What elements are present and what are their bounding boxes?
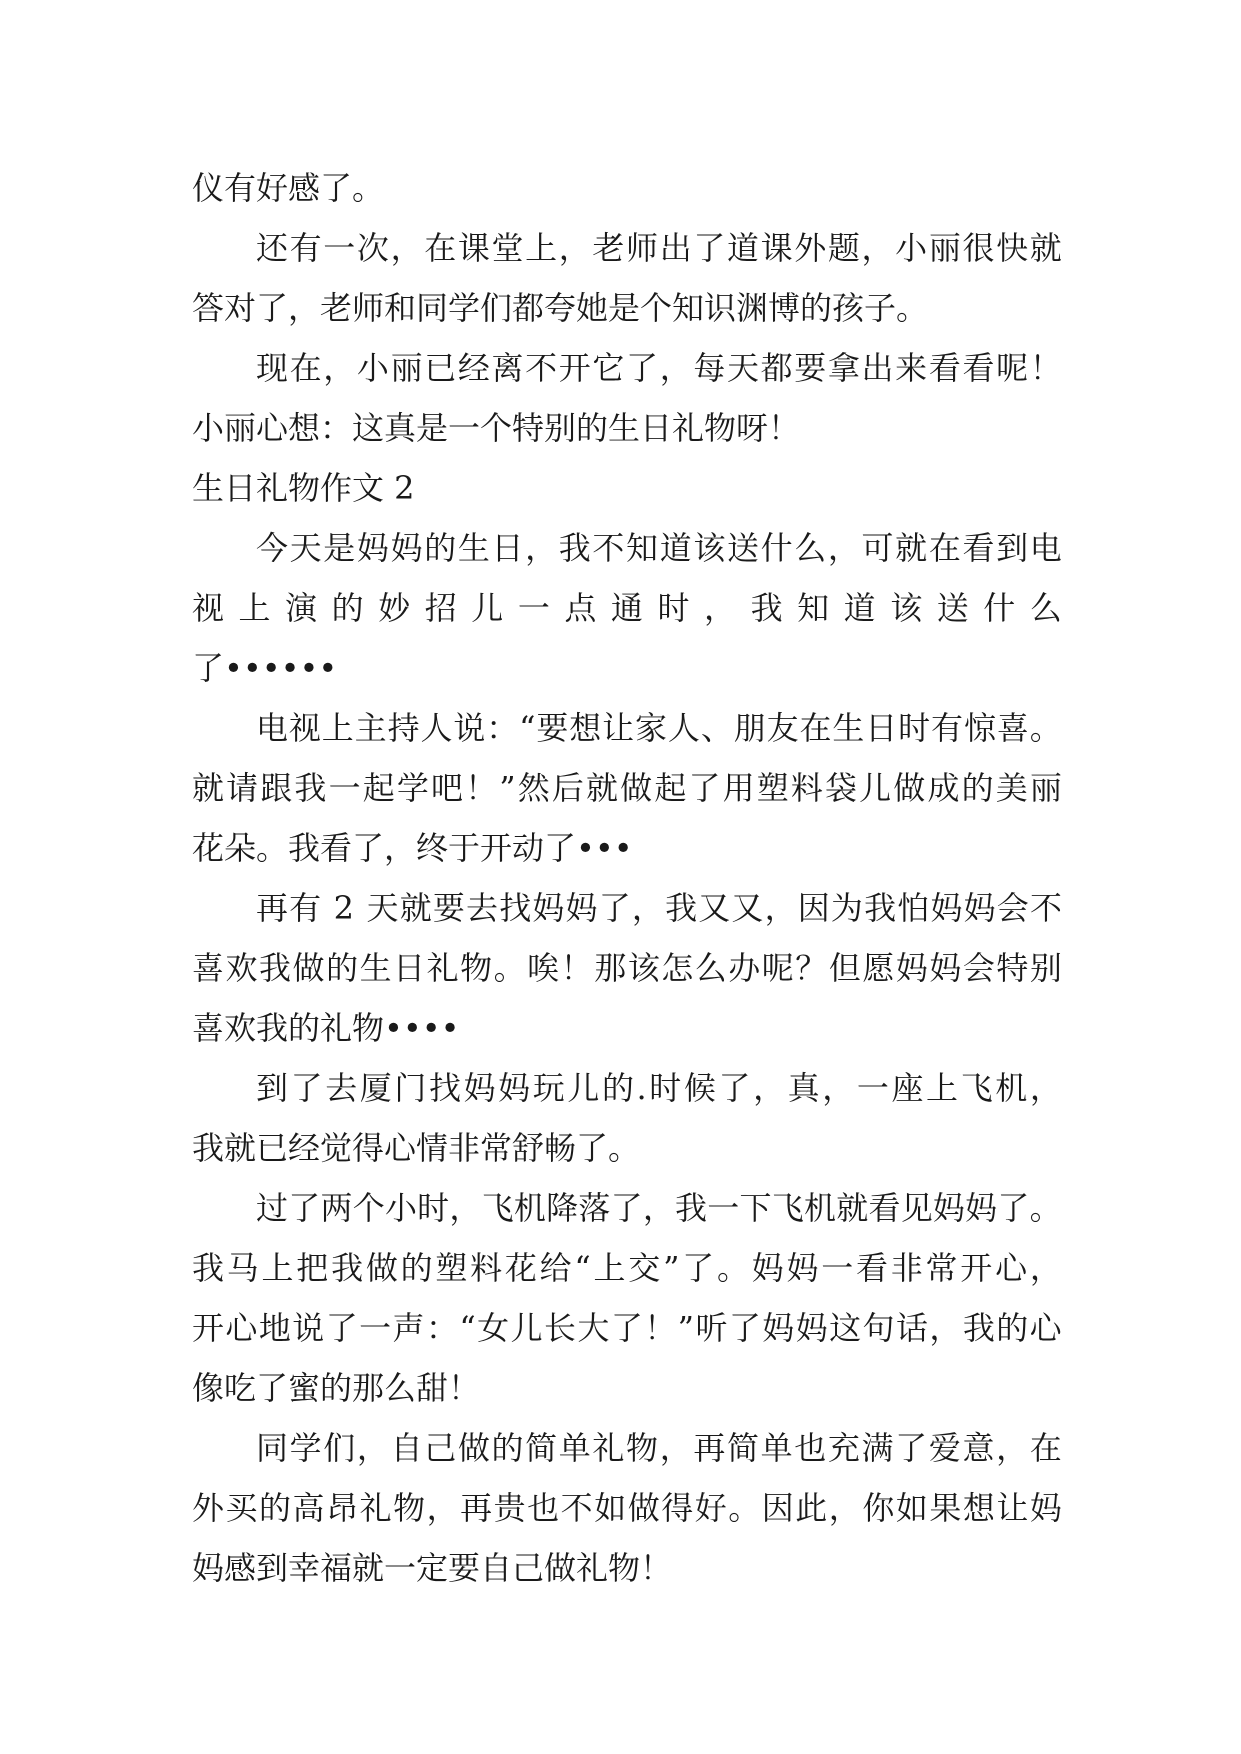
text-line: 就 请 跟 我 一 起 学 吧 ！ ” 然 后 就 做 起 了 用 塑 料 袋 儿 做 成 的 美 丽 bbox=[192, 769, 1062, 807]
text-line: 喜欢我的礼物•••• bbox=[192, 1009, 460, 1047]
paragraph-first-line: 电 视 上 主 持 人 说 ： “ 要 想 让 家 人 、 朋 友 在 生 日 时 有 惊 喜 。 bbox=[256, 709, 1062, 747]
text-line: 了•••••• bbox=[192, 649, 338, 687]
paragraph-first-line: 过 了 两 个 小 时 ， 飞 机 降 落 了 ， 我 一 下 飞 机 就 看 见 妈 妈 了 。 bbox=[256, 1189, 1062, 1227]
document-body bbox=[192, 158, 1062, 1598]
paragraph-first-line: 同 学 们 ， 自 己 做 的 简 单 礼 物 ， 再 简 单 也 充 满 了 爱 意 ， 在 bbox=[256, 1429, 1062, 1467]
text-line: 妈感到幸福就一定要自己做礼物！ bbox=[192, 1549, 673, 1587]
section-heading: 生日礼物作文 2 bbox=[192, 469, 415, 507]
paragraph-first-line: 再 有 2 天 就 要 去 找 妈 妈 了 ， 我 又 又 ， 因 为 我 怕 妈 妈 会 不 bbox=[256, 889, 1062, 927]
paragraph-first-line: 还 有 一 次 ， 在 课 堂 上 ， 老 师 出 了 道 课 外 题 ， 小 丽 很 快 就 bbox=[256, 229, 1062, 267]
text-line: 答对了，老师和同学们都夸她是个知识渊博的孩子。 bbox=[192, 289, 929, 327]
text-line: 开 心 地 说 了 一 声 ： “ 女 儿 长 大 了 ！ ” 听 了 妈 妈 这 句 话 ， 我 的 心 bbox=[192, 1309, 1062, 1347]
text-line: 像吃了蜜的那么甜！ bbox=[192, 1369, 481, 1407]
text-line: 我 马 上 把 我 做 的 塑 料 花 给 “ 上 交 ” 了 。 妈 妈 一 看 非 常 开 心 ， bbox=[192, 1249, 1062, 1287]
paragraph-first-line: 到 了 去 厦 门 找 妈 妈 玩 儿 的 . 时 候 了 ， 真 ， 一 座 上 飞 机 ， bbox=[256, 1069, 1062, 1107]
text-line: 视 上 演 的 妙 招 儿 一 点 通 时 ， 我 知 道 该 送 什 么 bbox=[192, 589, 1062, 627]
text-line: 仪有好感了。 bbox=[192, 169, 385, 207]
text-line: 喜 欢 我 做 的 生 日 礼 物 。 唉 ！ 那 该 怎 么 办 呢 ？ 但 愿 妈 妈 会 特 别 bbox=[192, 949, 1062, 987]
text-line: 我就已经觉得心情非常舒畅了。 bbox=[192, 1129, 641, 1167]
text-line: 小丽心想：这真是一个特别的生日礼物呀！ bbox=[192, 409, 801, 447]
text-line: 外 买 的 高 昂 礼 物 ， 再 贵 也 不 如 做 得 好 。 因 此 ， 你 如 果 想 让 妈 bbox=[192, 1489, 1062, 1527]
paragraph-first-line: 今 天 是 妈 妈 的 生 日 ， 我 不 知 道 该 送 什 么 ， 可 就 在 看 到 电 bbox=[256, 529, 1062, 567]
text-line: 花朵。我看了，终于开动了••• bbox=[192, 829, 633, 867]
paragraph-first-line: 现 在 ， 小 丽 已 经 离 不 开 它 了 ， 每 天 都 要 拿 出 来 看 看 呢 ！ bbox=[256, 349, 1062, 387]
